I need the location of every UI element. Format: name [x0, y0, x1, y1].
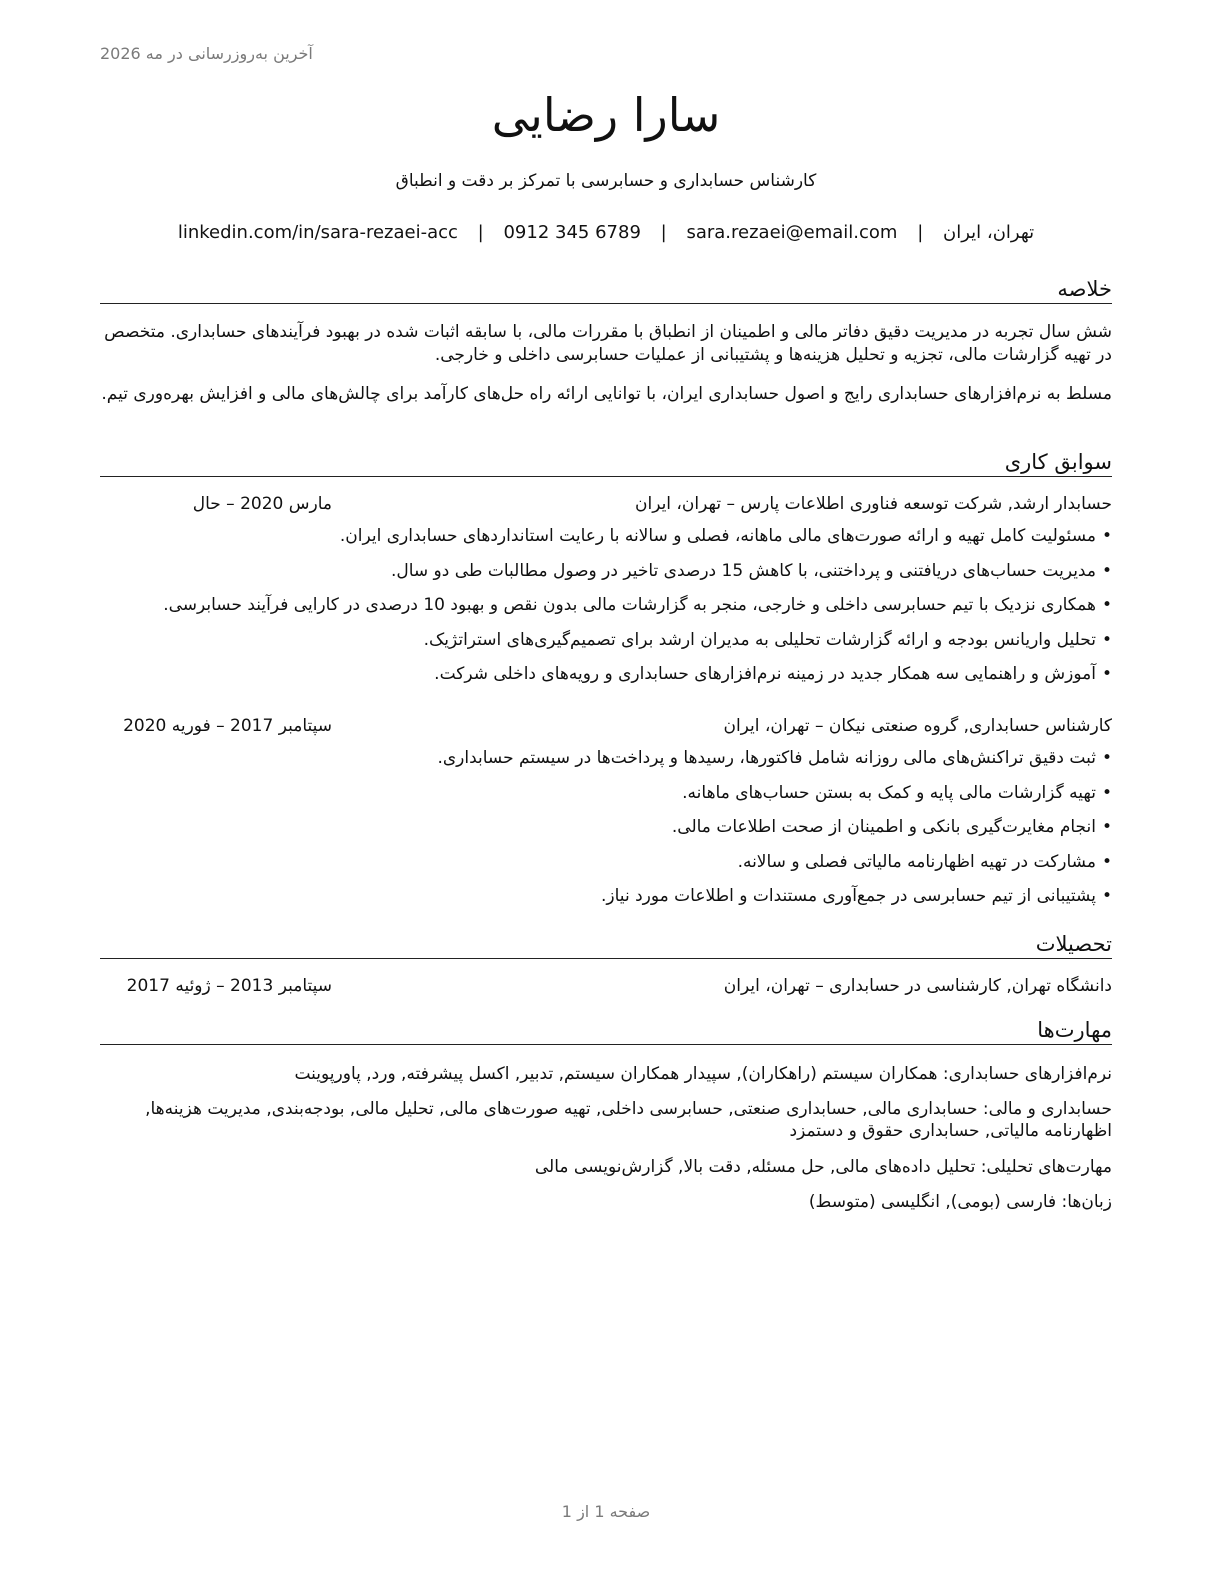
job-bullet: •تحلیل واریانس بودجه و ارائه گزارشات تحلیلی به مدیران ارشد برای تصمیم‌گیری‌های استراتژیک. — [423, 629, 1112, 650]
job-dates: مارس 2020 – حال — [192, 494, 332, 514]
job-bullet: •همکاری نزدیک با تیم حسابرسی داخلی و خارجی، منجر به گزارشات مالی بدون نقص و بهبود 10 درصدی در کارایی فرآیند حسابرسی. — [163, 595, 1112, 615]
job-bullet: •مسئولیت کامل تهیه و ارائه صورت‌های مالی ماهانه، فصلی و سالانه با رعایت استانداردهای حسابداری ایران. — [339, 526, 1112, 546]
summary-heading: خلاصه — [100, 276, 1112, 304]
education-dates: سپتامبر 2013 – ژوئیه 2017 — [126, 976, 332, 996]
skill-line: مهارت‌های تحلیلی: تحلیل داده‌های مالی, حل مسئله, دقت بالا, گزارش‌نویسی مالی — [534, 1157, 1112, 1177]
job-bullets — [100, 525, 1112, 698]
education-heading: تحصیلات — [100, 931, 1112, 959]
job-header — [100, 494, 1112, 518]
bullet-dot: • — [1101, 560, 1112, 581]
summary-paragraph-2: مسلط به نرم‌افزارهای حسابداری رایج و اصول حسابداری ایران، با توانایی ارائه راه حل‌های کارآمد برای چالش‌های مالی و افزایش بهره‌وری تیم. — [101, 384, 1112, 404]
skill-line: زبان‌ها: فارسی (بومی), انگلیسی (متوسط) — [808, 1192, 1112, 1212]
job-dates: سپتامبر 2017 – فوریه 2020 — [123, 716, 332, 736]
job-bullet: •مدیریت حساب‌های دریافتنی و پرداختنی، با کاهش 15 درصدی تاخیر در وصول مطالبات طی دو سال. — [390, 560, 1112, 581]
professional-headline: کارشناس حسابداری و حسابرسی با تمرکز بر دقت و انطباق — [395, 171, 817, 191]
job-bullet: •مشارکت در تهیه اظهارنامه مالیاتی فصلی و سالانه. — [737, 851, 1112, 872]
candidate-name: سارا رضایی — [491, 88, 721, 142]
job-bullet: •تهیه گزارشات مالی پایه و کمک به بستن حساب‌های ماهانه. — [682, 782, 1112, 803]
job-title: کارشناس حسابداری, گروه صنعتی نیکان – تهران، ایران — [723, 716, 1112, 736]
bullet-dot: • — [1101, 629, 1112, 650]
job-bullets — [100, 747, 1112, 920]
skill-line: حسابداری و مالی: حسابداری مالی, حسابداری صنعتی, حسابرسی داخلی, تهیه صورت‌های مالی, تحلیل مالی, بودجه‌بندی, مدیریت هزینه‌ها, اظهارنامه مالیاتی, حسابداری حقوق و دستمزد — [145, 1099, 1112, 1141]
bullet-dot: • — [1101, 886, 1112, 906]
bullet-dot: • — [1101, 782, 1112, 803]
job-bullet: •ثبت دقیق تراکنش‌های مالی روزانه شامل فاکتورها، رسیدها و پرداخت‌ها در سیستم حسابداری. — [437, 748, 1112, 768]
bullet-dot: • — [1101, 817, 1112, 837]
bullet-dot: • — [1101, 526, 1112, 546]
bullet-dot: • — [1101, 851, 1112, 872]
contact-phone[interactable]: 0912 345 6789 — [503, 222, 641, 243]
experience-heading: سوابق کاری — [100, 449, 1112, 477]
bullet-dot: • — [1101, 664, 1112, 684]
contact-separator: | — [477, 222, 484, 243]
last-updated-note: آخرین به‌روزرسانی در مه 2026 — [100, 44, 313, 63]
page-number: صفحه 1 از 1 — [561, 1502, 651, 1521]
job-bullet: •انجام مغایرت‌گیری بانکی و اطمینان از صحت اطلاعات مالی. — [671, 817, 1112, 837]
contact-separator: | — [917, 222, 924, 243]
skill-line: نرم‌افزارهای حسابداری: همکاران سیستم (راهکاران), سپیدار همکاران سیستم, تدبیر, اکسل پیشرفته, ورد, پاورپوینت — [294, 1064, 1112, 1084]
contact-line — [100, 222, 1112, 243]
summary-paragraph-1: شش سال تجربه در مدیریت دقیق دفاتر مالی و اطمینان از انطباق با مقررات مالی، با سابقه اثبات شده در بهبود فرآیندهای حسابداری. متخصص در تهیه گزارشات مالی، تجزیه و تحلیل هزینه‌ها و پشتیبانی از عملیات حسابرسی داخلی و خارجی. — [104, 322, 1112, 365]
bullet-dot: • — [1101, 748, 1112, 768]
resume-page — [100, 0, 1112, 1584]
degree-title: دانشگاه تهران, کارشناسی در حسابداری – تهران، ایران — [723, 976, 1112, 996]
contact-email[interactable]: sara.rezaei@email.com — [686, 222, 898, 243]
contact-linkedin[interactable]: linkedin.com/in/sara-rezaei-acc — [177, 222, 458, 243]
job-title: حسابدار ارشد, شرکت توسعه فناوری اطلاعات پارس – تهران، ایران — [634, 494, 1112, 514]
job-header — [100, 716, 1112, 740]
education-entry — [100, 976, 1112, 1000]
job-bullet: •آموزش و راهنمایی سه همکار جدید در زمینه نرم‌افزارهای حسابداری و رویه‌های داخلی شرکت. — [434, 664, 1112, 684]
skills-heading: مهارت‌ها — [100, 1017, 1112, 1045]
bullet-dot: • — [1101, 595, 1112, 615]
contact-separator: | — [660, 222, 667, 243]
contact-location: تهران، ایران — [943, 222, 1035, 243]
job-bullet: •پشتیبانی از تیم حسابرسی در جمع‌آوری مستندات و اطلاعات مورد نیاز. — [601, 886, 1112, 906]
